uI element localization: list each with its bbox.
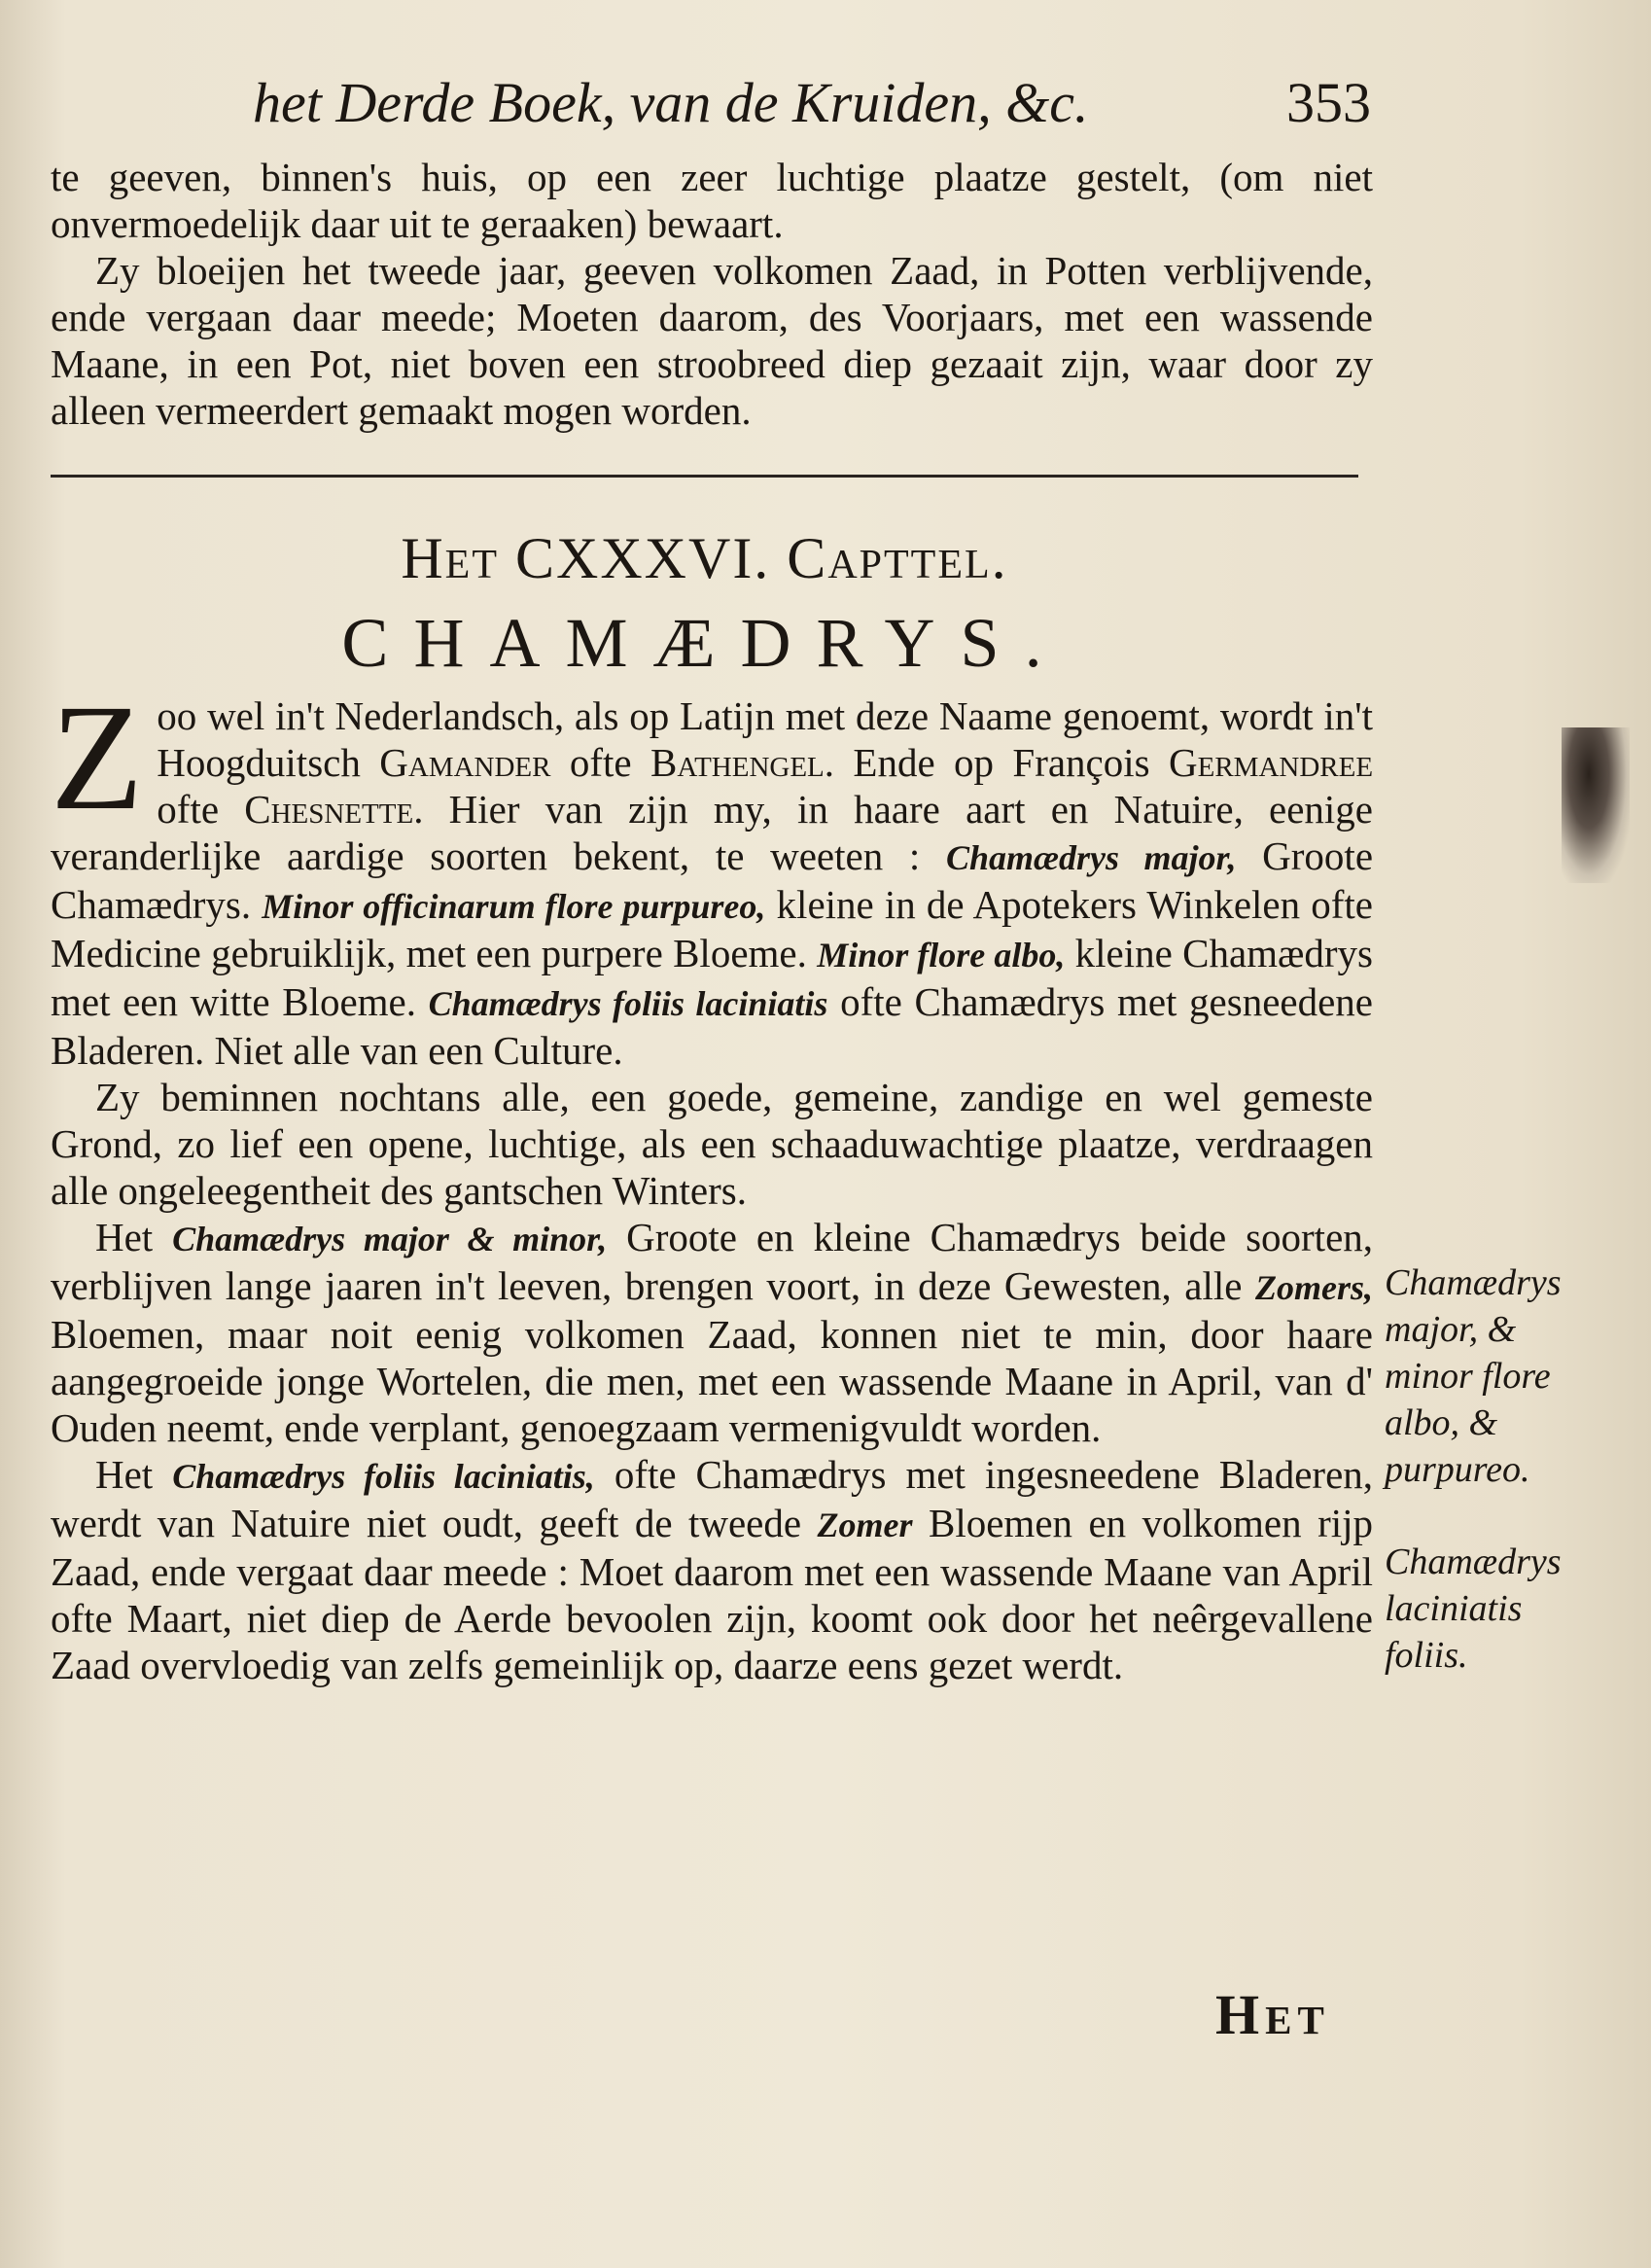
section-divider bbox=[51, 475, 1358, 478]
paragraph-soil: Zy beminnen nochtans alle, een goede, gemeine, zandige en wel gemeste Grond, zo lief een opene, luchtige, als een schaaduwachtige plaatze, verdraagen alle ongeleegentheit des gantschen Winters. bbox=[51, 1075, 1373, 1213]
latin-name: Minor flore albo, bbox=[817, 936, 1066, 975]
french-name-alt: Chesnette. bbox=[244, 787, 424, 832]
previous-chapter-ending bbox=[51, 154, 1373, 434]
paragraph-continuation: te geeven, binnen's huis, op een zeer luchtige plaatze gestelt, (om niet onvermoedelijk daar uit te geraaken) bewaart. bbox=[51, 155, 1373, 246]
latin-name: Chamædrys major & minor, bbox=[172, 1220, 608, 1258]
german-name-alt: Bathengel. bbox=[650, 740, 835, 785]
margin-note-laciniatis: Chamædrys laciniatis foliis. bbox=[1385, 1542, 1562, 1676]
latin-term: Zomers, bbox=[1255, 1268, 1374, 1307]
paragraph-flowering: Zy bloeijen het tweede jaar, geeven volkomen Zaad, in Potten verblijvende, ende vergaan daar meede; Moeten daarom, des Voorjaars, met een wassende Maane, in een Pot, niet boven een stroobreed diep gezaait zijn, waar door zy alleen vermeerdert gemaakt mogen worden. bbox=[51, 248, 1373, 433]
chapter-body bbox=[51, 673, 1374, 1688]
paragraph-names: Zoo wel in't Nederlandsch, als op Latijn met deze Naame genoemt, wordt in't Hoogduitsch Gamander ofte Bathengel. Ende op François Germandree ofte Chesnette. Hier van zijn my, in haare aart en Natuire, eenige veranderlijke aardige soorten bekent, te weeten : Chamædrys major, Groote Chamædrys. Minor officinarum flore purpureo, kleine in de Apotekers Winkelen ofte Medicine gebruiklijk, met een purpere Bloeme. Minor flore albo, kleine Chamædrys met een witte Bloeme. Chamædrys foliis laciniatis ofte Chamædrys met gesneedene Bladeren. Niet alle van een Culture. bbox=[51, 673, 1374, 1073]
latin-name: Chamædrys foliis laciniatis, bbox=[172, 1457, 595, 1496]
chapter-title: CHAMÆDRYS. bbox=[341, 604, 1068, 682]
latin-name: Minor officinarum flore purpureo, bbox=[262, 887, 766, 926]
french-name: Germandree bbox=[1169, 740, 1374, 785]
latin-name: Chamædrys foliis laciniatis bbox=[428, 984, 828, 1023]
latin-name: Chamædrys major, bbox=[945, 838, 1237, 877]
german-name: Gamander bbox=[379, 740, 551, 785]
page-number: 353 bbox=[1286, 71, 1371, 134]
running-title: het Derde Boek, van de Kruiden, &c. bbox=[253, 71, 1089, 134]
paragraph-major-minor: Het Chamædrys major & minor, Groote en kleine Chamædrys beide soorten, verblijven lange jaaren in't leeven, brengen voort, in deze Gewesten, alle Zomers, Bloemen, maar noit eenig volkomen Zaad, konnen niet te min, door haare aangegroeide jonge Wortelen, die men, met een wassende Maane in April, van d' Ouden neemt, ende verplant, genoegzaam vermenigvuldt worden. bbox=[51, 1215, 1374, 1450]
latin-term: Zomer bbox=[817, 1506, 913, 1544]
paragraph-laciniatis: Het Chamædrys foliis laciniatis, ofte Chamædrys met ingesneedene Bladeren, werdt van Natuire niet oudt, geeft de tweede Zomer Bloemen en volkomen rijp Zaad, ende vergaat daar meede : Moet daarom met een wassende Maane van April ofte Maart, niet diep de Aerde bevoolen zijn, koomt ook door het neêrgevallene Zaad overvloedig van zelfs gemeinlijk op, daarze eens gezet werdt. bbox=[51, 1452, 1374, 1687]
chapter-heading: Het CXXXVI. Capttel. bbox=[401, 526, 1008, 590]
catchword: Het bbox=[1215, 1983, 1330, 2046]
page-header bbox=[253, 70, 1371, 148]
drop-cap: Z bbox=[51, 673, 144, 841]
ink-blot bbox=[1562, 727, 1630, 883]
margin-note-major-minor: Chamædrys major, & minor flore albo, & purpureo. bbox=[1385, 1262, 1562, 1490]
